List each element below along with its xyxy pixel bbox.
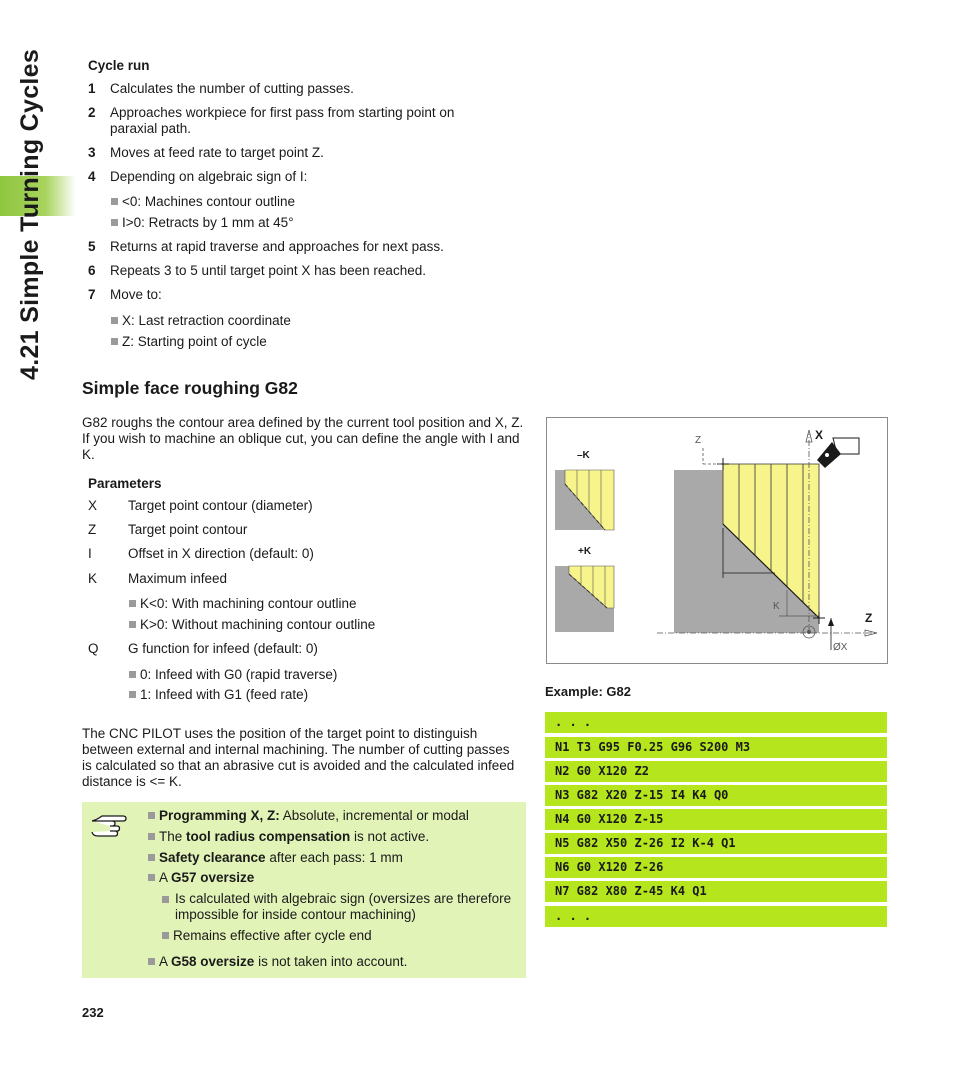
- step-number: 6: [88, 263, 96, 278]
- code-line: N6 G0 X120 Z-26: [545, 857, 887, 878]
- code-line: N5 G82 X50 Z-26 I2 K-4 Q1: [545, 833, 887, 854]
- step-number: 4: [88, 169, 96, 184]
- square-bullet-icon: [111, 317, 118, 324]
- closing-paragraph: The CNC PILOT uses the position of the target point to distinguish between external and internal machining. The number of cutting passes is calculated so that an abrasive cut is avoided and the calculated infeed distance is <= K.: [82, 726, 515, 789]
- step-text: Depending on algebraic sign of I:: [110, 169, 308, 184]
- note-bullet: A G57 oversize: [148, 870, 254, 886]
- square-bullet-icon: [129, 691, 136, 698]
- step-number: 5: [88, 239, 96, 254]
- square-bullet-icon: [129, 671, 136, 678]
- param-desc: Target point contour: [128, 522, 248, 537]
- label-plus-k: +K: [578, 546, 592, 557]
- code-line: N1 T3 G95 F0.25 G96 S200 M3: [545, 737, 887, 758]
- square-bullet-icon: [111, 198, 118, 205]
- code-line: . . .: [545, 712, 887, 733]
- bullet-item: Z: Starting point of cycle: [111, 334, 267, 350]
- square-bullet-icon: [148, 854, 155, 861]
- note-bullet: Programming X, Z: Absolute, incremental or modal: [148, 808, 469, 824]
- step-number: 7: [88, 287, 96, 302]
- label-x-axis: X: [815, 428, 824, 442]
- param-key: Q: [88, 641, 99, 656]
- param-key: Z: [88, 522, 97, 537]
- intro-paragraph: G82 roughs the contour area defined by the current tool position and X, Z. If you wish to machine an oblique cut, you can define the angle with I and K.: [82, 415, 524, 462]
- code-line: N4 G0 X120 Z-15: [545, 809, 887, 830]
- label-k: K: [773, 601, 780, 612]
- code-line: . . .: [545, 906, 887, 927]
- param-key: K: [88, 571, 98, 586]
- bullet-item: 1: Infeed with G1 (feed rate): [129, 687, 308, 703]
- param-desc: Maximum infeed: [128, 571, 228, 586]
- step-text: Returns at rapid traverse and approaches for next pass.: [110, 239, 444, 254]
- square-bullet-icon: [129, 621, 136, 628]
- square-bullet-icon: [162, 896, 169, 903]
- square-bullet-icon: [148, 958, 155, 965]
- chapter-title: 4.21 Simple Turning Cycles: [16, 48, 44, 380]
- bullet-item: 0: Infeed with G0 (rapid traverse): [129, 667, 337, 683]
- step-number: 3: [88, 145, 96, 160]
- note-bullet: Safety clearance after each pass: 1 mm: [148, 850, 403, 866]
- step-text: Moves at feed rate to target point Z.: [110, 145, 324, 160]
- note-bullet: A G58 oversize is not taken into account.: [148, 954, 407, 970]
- label-diameter-x: ØX: [833, 642, 848, 653]
- bullet-item: K<0: With machining contour outline: [129, 596, 357, 612]
- pointing-hand-icon: [90, 812, 128, 838]
- section-heading: Simple face roughing G82: [82, 378, 298, 398]
- g82-diagram-graphic: [547, 418, 887, 663]
- param-desc: Offset in X direction (default: 0): [128, 546, 314, 561]
- step-number: 2: [88, 105, 96, 120]
- param-desc: G function for infeed (default: 0): [128, 641, 318, 656]
- note-box: [82, 802, 526, 978]
- code-line: N2 G0 X120 Z2: [545, 761, 887, 782]
- code-line: N7 G82 X80 Z-45 K4 Q1: [545, 881, 887, 902]
- bullet-item: K>0: Without machining contour outline: [129, 617, 375, 633]
- square-bullet-icon: [111, 338, 118, 345]
- note-sub-bullet: Remains effective after cycle end: [162, 928, 372, 944]
- g82-diagram: [546, 417, 888, 664]
- cycle-run-heading: Cycle run: [88, 58, 150, 73]
- step-text: Calculates the number of cutting passes.: [110, 81, 354, 96]
- step-text: Approaches workpiece for first pass from starting point on paraxial path.: [110, 105, 455, 136]
- bullet-item: <0: Machines contour outline: [111, 194, 295, 210]
- label-z-small: Z: [695, 435, 702, 446]
- code-line: N3 G82 X20 Z-15 I4 K4 Q0: [545, 785, 887, 806]
- example-heading: Example: G82: [545, 684, 631, 699]
- label-z-axis: Z: [865, 611, 873, 625]
- bullet-item: X: Last retraction coordinate: [111, 313, 291, 329]
- param-key: X: [88, 498, 98, 513]
- page-number: 232: [82, 1005, 104, 1020]
- parameters-heading: Parameters: [88, 476, 162, 491]
- square-bullet-icon: [111, 219, 118, 226]
- note-bullet: The tool radius compensation is not active.: [148, 829, 429, 845]
- param-desc: Target point contour (diameter): [128, 498, 313, 513]
- step-text: Repeats 3 to 5 until target point X has been reached.: [110, 263, 426, 278]
- square-bullet-icon: [148, 874, 155, 881]
- square-bullet-icon: [148, 812, 155, 819]
- bullet-item: I>0: Retracts by 1 mm at 45°: [111, 215, 294, 231]
- step-number: 1: [88, 81, 96, 96]
- square-bullet-icon: [148, 833, 155, 840]
- square-bullet-icon: [129, 600, 136, 607]
- square-bullet-icon: [162, 932, 169, 939]
- note-sub-bullet: Is calculated with algebraic sign (oversizes are therefore impossible for inside contour machining): [162, 891, 512, 923]
- param-key: I: [88, 546, 92, 561]
- step-text: Move to:: [110, 287, 162, 302]
- label-minus-k: –K: [577, 450, 590, 461]
